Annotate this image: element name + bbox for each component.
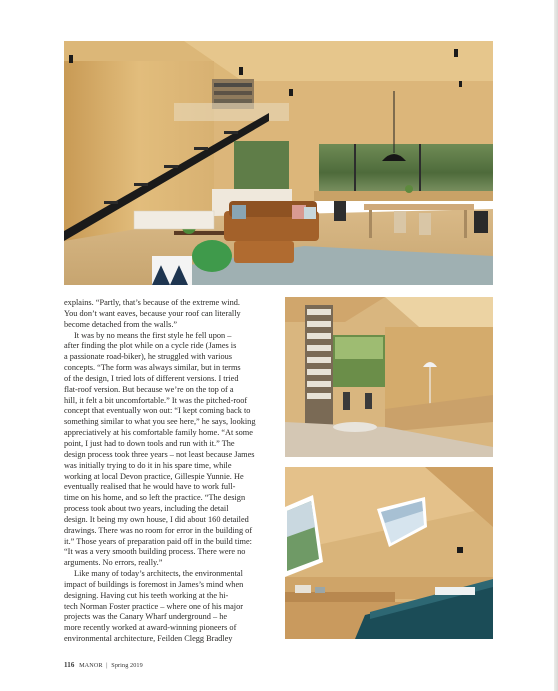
text-line: arguments. No errors, really.”	[64, 558, 163, 568]
text-line: projects was the Canary Wharf underground – he	[64, 612, 228, 622]
text-line: process took about two years, including the detail	[64, 504, 229, 514]
text-line: design process took three years – not least because James	[64, 449, 255, 459]
text-line: design. It being my own house, I did about 160 detailed	[64, 514, 249, 524]
text-line: flat-roof version. But because we’re on the top of a	[64, 384, 234, 394]
text-line: environmental architecture, Feilden Clegg Bradley	[64, 634, 233, 644]
page-number: 116	[64, 661, 75, 669]
text-line: explains. “Partly, that’s because of the extreme wind.	[64, 298, 240, 307]
text-line: impact of buildings is foremost in James’s mind when	[64, 579, 244, 589]
text-line: concepts. “The form was always similar, but in terms	[64, 363, 241, 373]
magazine-name: MANOR	[79, 662, 103, 669]
text-line: point, I just had to down tools and run with it.” The	[64, 438, 235, 448]
text-line: “It was a very smooth building process. There were no	[64, 547, 246, 557]
text-line: it.” Those years of preparation paid off in the build time:	[64, 536, 252, 546]
text-line: become detached from the walls.”	[64, 319, 178, 329]
text-line: was initially trying to do it in his spare time, while	[64, 460, 232, 470]
text-line: tech Norman Foster practice – where one of his major	[64, 601, 244, 611]
page-edge-shadow	[554, 0, 558, 691]
text-line: something similar to what you see here,” he says, looking	[64, 417, 256, 427]
text-line: hill, it felt a bit uncomfortable.” It was the pitched-roof	[64, 395, 248, 405]
text-line: You don’t want eaves, because your roof can literally	[64, 308, 241, 318]
text-line: time on his home, and so left the practice. “The design	[64, 493, 246, 503]
text-line: drawings. There was no room for error in the building of	[64, 525, 253, 535]
page-footer	[64, 661, 143, 669]
text-line: It was by no means the first style he fell upon –	[74, 330, 232, 340]
footer-separator: |	[106, 662, 108, 669]
text-line: more recently worked at award-winning pioneers of	[64, 623, 237, 633]
text-line: of the design, I tried lots of different versions. I tried	[64, 373, 239, 383]
text-line: eventually realised that he would have to work full-	[64, 482, 236, 492]
text-line: Like many of today’s architects, the environmental	[74, 569, 243, 579]
text-line: designing. Having cut his teeth working at the hi-	[64, 590, 229, 600]
article-body	[64, 298, 274, 645]
study-room-photo	[285, 297, 493, 457]
text-line: working at local Devon practice, Gillespie Yunnie. He	[64, 471, 244, 481]
text-line: concept that eventually won out: “I kept coming back to	[64, 406, 251, 416]
living-room-photo	[64, 41, 493, 285]
bedroom-photo	[285, 467, 493, 639]
text-line: appreciatively at his comfortable family home. “At some	[64, 428, 253, 438]
text-line: a passionate road-biker), he struggled with various	[64, 352, 232, 362]
text-line: after finding the plot while on a cycle ride (James is	[64, 341, 237, 351]
issue-label: Spring 2019	[111, 662, 143, 669]
